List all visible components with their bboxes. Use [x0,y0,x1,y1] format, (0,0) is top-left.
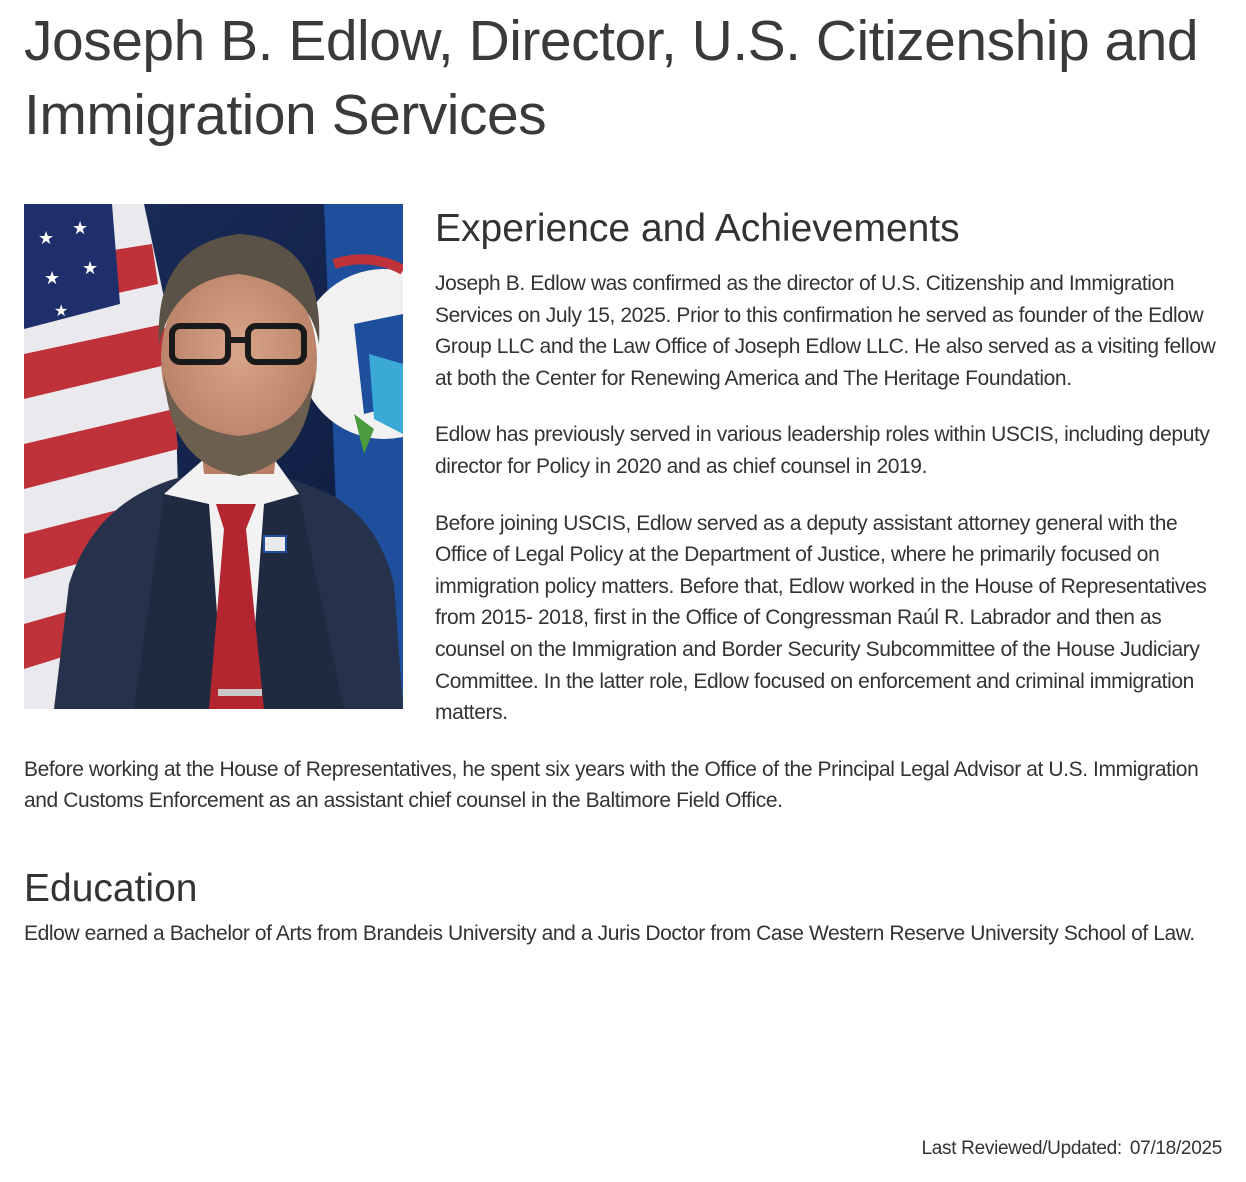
experience-heading: Experience and Achievements [435,207,960,250]
education-heading: Education [24,866,198,910]
svg-text:★: ★ [72,218,89,238]
page-title: Joseph B. Edlow, Director, U.S. Citizenship and Immigration Services [24,9,1199,147]
experience-paragraph-1: Joseph B. Edlow was confirmed as the director of U.S. Citizenship and Immigration Services on July 15, 2025. Prior to this confirmation he served as founder of the Edlow Group LLC and the Law Office of Joseph Edlow LLC. He also served as a visiting fellow at both the Center for Renewing America and The Heritage Foundation. [435,272,1216,390]
experience-paragraph-2: Edlow has previously served in various leadership roles within USCIS, including deputy director for Policy in 2020 and as chief counsel in 2019. [435,423,1210,478]
svg-text:★: ★ [82,258,99,278]
education-paragraph: Edlow earned a Bachelor of Arts from Brandeis University and a Juris Doctor from Case Western Reserve University School of Law. [24,921,1195,945]
svg-text:★: ★ [44,268,61,288]
lapel-pin [264,536,286,552]
svg-text:J.S: J.S [342,222,394,260]
experience-paragraph-3: Before joining USCIS, Edlow served as a deputy assistant attorney general with the Office of Legal Policy at the Department of Justice, where he primarily focused on immigration policy matters. Before that, Edlow worked in the House of Representatives from 2015- 2018, first in the Office of Congressman Raúl R. Labrador and then as counsel on the Immigration and Border Security Subcommittee of the House Judiciary Committee. In the latter role, Edlow focused on enforcement and criminal immigration matters. [435,511,1207,725]
last-reviewed-label: Last Reviewed/Updated: [921,1138,1122,1159]
last-reviewed [921,1134,1222,1164]
portrait-image [24,204,403,709]
svg-text:★: ★ [38,228,55,248]
svg-text:★: ★ [54,303,69,320]
main-content [24,204,1222,950]
last-reviewed-date: 07/18/2025 [1129,1138,1222,1159]
education-section [24,842,1222,950]
experience-paragraph-4: Before working at the House of Representatives, he spent six years with the Office of the Principal Legal Advisor at U.S. Immigration and Customs Enforcement as an assistant chief counsel in the Baltimore Field Office. [24,757,1199,813]
page-content [24,0,1222,975]
